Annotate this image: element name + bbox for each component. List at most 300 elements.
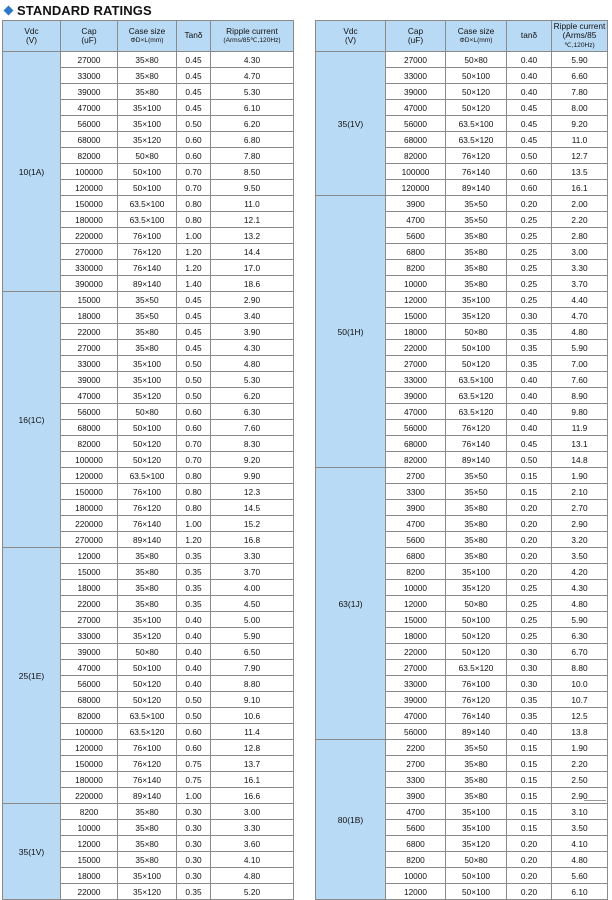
cap-cell: 56000 bbox=[61, 676, 118, 692]
tan-cell: 0.25 bbox=[507, 276, 552, 292]
case-size-cell: 63.5×100 bbox=[118, 708, 177, 724]
cap-cell: 15000 bbox=[61, 292, 118, 308]
cap-cell: 2700 bbox=[386, 468, 446, 484]
ripple-cell: 4.00 bbox=[211, 580, 294, 596]
voltage-group-cell: 35(1V) bbox=[316, 52, 386, 196]
cap-cell: 120000 bbox=[61, 740, 118, 756]
ripple-cell: 13.1 bbox=[552, 436, 608, 452]
case-size-cell: 50×120 bbox=[446, 628, 507, 644]
tan-cell: 0.50 bbox=[507, 148, 552, 164]
tan-cell: 1.20 bbox=[177, 260, 211, 276]
case-size-cell: 89×140 bbox=[118, 788, 177, 804]
ripple-cell: 8.90 bbox=[552, 388, 608, 404]
ripple-cell: 5.30 bbox=[211, 372, 294, 388]
cap-cell: 47000 bbox=[61, 388, 118, 404]
cap-cell: 3900 bbox=[386, 196, 446, 212]
cap-cell: 5600 bbox=[386, 532, 446, 548]
cap-cell: 18000 bbox=[386, 628, 446, 644]
ripple-cell: 4.70 bbox=[211, 68, 294, 84]
case-size-cell: 50×100 bbox=[446, 68, 507, 84]
cap-cell: 56000 bbox=[386, 420, 446, 436]
case-size-cell: 35×80 bbox=[118, 836, 177, 852]
cap-cell: 39000 bbox=[61, 372, 118, 388]
cap-cell: 22000 bbox=[386, 340, 446, 356]
case-size-cell: 50×100 bbox=[118, 164, 177, 180]
ripple-cell: 6.50 bbox=[211, 644, 294, 660]
ratings-table-right bbox=[315, 20, 608, 900]
header-case-size: Case size ΦD×L(mm) bbox=[118, 21, 177, 52]
ripple-cell: 2.90 bbox=[552, 788, 608, 804]
ripple-cell: 16.1 bbox=[211, 772, 294, 788]
ripple-cell: 12.8 bbox=[211, 740, 294, 756]
case-size-cell: 50×100 bbox=[446, 868, 507, 884]
ripple-cell: 18.6 bbox=[211, 276, 294, 292]
ripple-cell: 5.20 bbox=[211, 884, 294, 900]
tan-cell: 0.15 bbox=[507, 468, 552, 484]
case-size-cell: 76×120 bbox=[118, 500, 177, 516]
ripple-cell: 9.10 bbox=[211, 692, 294, 708]
tan-cell: 0.45 bbox=[507, 132, 552, 148]
case-size-cell: 35×120 bbox=[118, 388, 177, 404]
tan-cell: 0.35 bbox=[177, 596, 211, 612]
diamond-bullet-icon bbox=[4, 5, 14, 15]
cap-cell: 270000 bbox=[61, 532, 118, 548]
tan-cell: 0.40 bbox=[177, 628, 211, 644]
case-size-cell: 35×80 bbox=[446, 788, 507, 804]
cap-cell: 82000 bbox=[61, 436, 118, 452]
case-size-cell: 35×50 bbox=[118, 308, 177, 324]
case-size-cell: 35×80 bbox=[118, 52, 177, 68]
tan-cell: 0.20 bbox=[507, 564, 552, 580]
case-size-cell: 35×50 bbox=[446, 196, 507, 212]
cap-cell: 220000 bbox=[61, 228, 118, 244]
cap-cell: 100000 bbox=[386, 164, 446, 180]
case-size-cell: 35×120 bbox=[446, 580, 507, 596]
ripple-cell: 15.2 bbox=[211, 516, 294, 532]
cap-cell: 10000 bbox=[386, 868, 446, 884]
cap-cell: 39000 bbox=[386, 692, 446, 708]
case-size-cell: 35×80 bbox=[118, 564, 177, 580]
cap-cell: 15000 bbox=[61, 564, 118, 580]
tan-cell: 0.40 bbox=[177, 660, 211, 676]
ripple-cell: 13.2 bbox=[211, 228, 294, 244]
tan-cell: 0.45 bbox=[177, 100, 211, 116]
tan-cell: 1.00 bbox=[177, 516, 211, 532]
case-size-cell: 35×120 bbox=[446, 308, 507, 324]
tan-cell: 0.35 bbox=[507, 692, 552, 708]
case-size-cell: 35×100 bbox=[446, 564, 507, 580]
case-size-cell: 35×80 bbox=[118, 340, 177, 356]
cap-cell: 47000 bbox=[386, 708, 446, 724]
ripple-cell: 9.50 bbox=[211, 180, 294, 196]
case-size-cell: 50×100 bbox=[118, 180, 177, 196]
case-size-cell: 35×80 bbox=[118, 84, 177, 100]
tan-cell: 0.35 bbox=[507, 708, 552, 724]
case-size-cell: 50×120 bbox=[446, 100, 507, 116]
table-row bbox=[316, 740, 608, 756]
tan-cell: 0.40 bbox=[177, 644, 211, 660]
tan-cell: 0.70 bbox=[177, 452, 211, 468]
ripple-cell: 7.60 bbox=[552, 372, 608, 388]
tan-cell: 0.15 bbox=[507, 484, 552, 500]
tan-cell: 0.80 bbox=[177, 196, 211, 212]
ripple-cell: 17.0 bbox=[211, 260, 294, 276]
ripple-cell: 13.5 bbox=[552, 164, 608, 180]
header-tan: Tanδ bbox=[177, 21, 211, 52]
cap-cell: 2200 bbox=[386, 740, 446, 756]
case-size-cell: 35×120 bbox=[446, 836, 507, 852]
cap-cell: 39000 bbox=[61, 644, 118, 660]
ripple-cell: 8.80 bbox=[552, 660, 608, 676]
cap-cell: 3300 bbox=[386, 772, 446, 788]
tan-cell: 0.45 bbox=[177, 340, 211, 356]
cap-cell: 56000 bbox=[61, 116, 118, 132]
ripple-cell: 6.80 bbox=[211, 132, 294, 148]
cap-cell: 5600 bbox=[386, 228, 446, 244]
case-size-cell: 35×80 bbox=[118, 324, 177, 340]
case-size-cell: 63.5×100 bbox=[118, 212, 177, 228]
tan-cell: 0.60 bbox=[177, 404, 211, 420]
tan-cell: 0.40 bbox=[507, 372, 552, 388]
cap-cell: 56000 bbox=[61, 404, 118, 420]
ripple-cell: 10.0 bbox=[552, 676, 608, 692]
ripple-cell: 1.90 bbox=[552, 468, 608, 484]
section-heading bbox=[2, 1, 152, 19]
cap-cell: 120000 bbox=[61, 180, 118, 196]
cap-cell: 100000 bbox=[61, 164, 118, 180]
tan-cell: 0.20 bbox=[507, 196, 552, 212]
ripple-cell: 13.7 bbox=[211, 756, 294, 772]
case-size-cell: 35×80 bbox=[118, 820, 177, 836]
case-size-cell: 50×100 bbox=[118, 660, 177, 676]
tan-cell: 0.20 bbox=[507, 868, 552, 884]
cap-cell: 150000 bbox=[61, 756, 118, 772]
cap-cell: 47000 bbox=[61, 100, 118, 116]
case-size-cell: 50×100 bbox=[446, 612, 507, 628]
cap-cell: 180000 bbox=[61, 772, 118, 788]
table-body bbox=[3, 52, 294, 900]
case-size-cell: 50×100 bbox=[446, 340, 507, 356]
ripple-cell: 6.10 bbox=[211, 100, 294, 116]
table-row bbox=[3, 804, 294, 820]
case-size-cell: 50×100 bbox=[446, 884, 507, 900]
tan-cell: 0.50 bbox=[177, 388, 211, 404]
header-vdc: Vdc (V) bbox=[316, 21, 386, 52]
cap-cell: 15000 bbox=[386, 612, 446, 628]
tan-cell: 1.20 bbox=[177, 244, 211, 260]
case-size-cell: 63.5×100 bbox=[118, 196, 177, 212]
cap-cell: 18000 bbox=[61, 868, 118, 884]
case-size-cell: 76×140 bbox=[118, 516, 177, 532]
case-size-cell: 35×100 bbox=[118, 356, 177, 372]
ripple-cell: 3.50 bbox=[552, 548, 608, 564]
ripple-cell: 5.90 bbox=[552, 340, 608, 356]
voltage-group-cell: 63(1J) bbox=[316, 468, 386, 740]
ripple-cell: 3.30 bbox=[211, 820, 294, 836]
cap-cell: 82000 bbox=[61, 148, 118, 164]
cap-cell: 4700 bbox=[386, 212, 446, 228]
case-size-cell: 35×100 bbox=[118, 612, 177, 628]
ripple-cell: 4.30 bbox=[211, 52, 294, 68]
tan-cell: 0.15 bbox=[507, 772, 552, 788]
ripple-cell: 7.00 bbox=[552, 356, 608, 372]
tan-cell: 0.30 bbox=[177, 820, 211, 836]
ripple-cell: 12.1 bbox=[211, 212, 294, 228]
tan-cell: 0.30 bbox=[507, 660, 552, 676]
ripple-cell: 4.80 bbox=[211, 868, 294, 884]
ripple-cell: 16.6 bbox=[211, 788, 294, 804]
tan-cell: 0.60 bbox=[507, 180, 552, 196]
case-size-cell: 35×80 bbox=[446, 548, 507, 564]
ripple-cell: 6.30 bbox=[552, 628, 608, 644]
header-ripple: Ripple current (Arms/85℃,120Hz) bbox=[211, 21, 294, 52]
voltage-group-cell: 80(1B) bbox=[316, 740, 386, 900]
case-size-cell: 35×80 bbox=[118, 596, 177, 612]
cap-cell: 82000 bbox=[61, 708, 118, 724]
cap-cell: 15000 bbox=[386, 308, 446, 324]
tan-cell: 0.25 bbox=[507, 580, 552, 596]
cap-cell: 33000 bbox=[386, 372, 446, 388]
ripple-cell: 6.10 bbox=[552, 884, 608, 900]
ripple-cell: 3.70 bbox=[211, 564, 294, 580]
tan-cell: 0.40 bbox=[507, 388, 552, 404]
case-size-cell: 50×120 bbox=[446, 356, 507, 372]
tan-cell: 0.20 bbox=[507, 516, 552, 532]
cap-cell: 33000 bbox=[61, 628, 118, 644]
case-size-cell: 76×140 bbox=[118, 260, 177, 276]
ripple-cell: 16.1 bbox=[552, 180, 608, 196]
cap-cell: 3900 bbox=[386, 500, 446, 516]
case-size-cell: 63.5×120 bbox=[446, 660, 507, 676]
ripple-cell: 3.20 bbox=[552, 532, 608, 548]
tan-cell: 0.75 bbox=[177, 772, 211, 788]
tan-cell: 0.60 bbox=[177, 740, 211, 756]
case-size-cell: 76×120 bbox=[446, 420, 507, 436]
case-size-cell: 89×140 bbox=[446, 452, 507, 468]
case-size-cell: 35×80 bbox=[446, 516, 507, 532]
header-vdc: Vdc (V) bbox=[3, 21, 61, 52]
ripple-cell: 4.50 bbox=[211, 596, 294, 612]
cap-cell: 330000 bbox=[61, 260, 118, 276]
ripple-cell: 4.20 bbox=[552, 564, 608, 580]
cap-cell: 22000 bbox=[61, 324, 118, 340]
cap-cell: 100000 bbox=[61, 452, 118, 468]
tan-cell: 0.50 bbox=[177, 356, 211, 372]
case-size-cell: 76×140 bbox=[446, 436, 507, 452]
cap-cell: 10000 bbox=[386, 580, 446, 596]
tan-cell: 0.40 bbox=[507, 52, 552, 68]
tan-cell: 0.25 bbox=[507, 628, 552, 644]
case-size-cell: 35×80 bbox=[446, 772, 507, 788]
ripple-cell: 5.90 bbox=[552, 612, 608, 628]
case-size-cell: 50×80 bbox=[118, 148, 177, 164]
header-tan: tanδ bbox=[507, 21, 552, 52]
cap-cell: 8200 bbox=[386, 260, 446, 276]
tan-cell: 0.50 bbox=[177, 116, 211, 132]
ripple-cell: 11.0 bbox=[552, 132, 608, 148]
tan-cell: 0.80 bbox=[177, 212, 211, 228]
cap-cell: 27000 bbox=[61, 52, 118, 68]
ripple-cell: 9.90 bbox=[211, 468, 294, 484]
ripple-cell: 9.20 bbox=[211, 452, 294, 468]
tan-cell: 1.20 bbox=[177, 532, 211, 548]
table-row bbox=[316, 196, 608, 212]
tan-cell: 0.30 bbox=[177, 804, 211, 820]
ripple-cell: 8.00 bbox=[552, 100, 608, 116]
case-size-cell: 35×80 bbox=[118, 852, 177, 868]
case-size-cell: 50×80 bbox=[118, 404, 177, 420]
case-size-cell: 50×80 bbox=[446, 52, 507, 68]
tan-cell: 0.35 bbox=[507, 324, 552, 340]
cap-cell: 22000 bbox=[61, 884, 118, 900]
cap-cell: 68000 bbox=[386, 436, 446, 452]
case-size-cell: 76×120 bbox=[118, 756, 177, 772]
case-size-cell: 76×140 bbox=[446, 164, 507, 180]
ripple-cell: 6.30 bbox=[211, 404, 294, 420]
tan-cell: 0.45 bbox=[177, 84, 211, 100]
ripple-cell: 3.10 bbox=[552, 804, 608, 820]
ripple-cell: 11.4 bbox=[211, 724, 294, 740]
case-size-cell: 63.5×120 bbox=[118, 724, 177, 740]
voltage-group-cell: 10(1A) bbox=[3, 52, 61, 292]
case-size-cell: 76×100 bbox=[118, 484, 177, 500]
tan-cell: 0.45 bbox=[177, 308, 211, 324]
tan-cell: 0.45 bbox=[177, 52, 211, 68]
case-size-cell: 35×100 bbox=[118, 372, 177, 388]
tan-cell: 0.70 bbox=[177, 164, 211, 180]
tan-cell: 0.15 bbox=[507, 804, 552, 820]
ripple-cell: 4.10 bbox=[552, 836, 608, 852]
tan-cell: 0.80 bbox=[177, 500, 211, 516]
ripple-cell: 2.90 bbox=[552, 516, 608, 532]
table-header-row bbox=[3, 21, 294, 52]
tan-cell: 0.25 bbox=[507, 244, 552, 260]
table-row bbox=[316, 52, 608, 68]
case-size-cell: 35×80 bbox=[118, 548, 177, 564]
case-size-cell: 76×120 bbox=[446, 692, 507, 708]
case-size-cell: 35×120 bbox=[118, 132, 177, 148]
cap-cell: 27000 bbox=[386, 52, 446, 68]
ripple-cell: 4.80 bbox=[552, 596, 608, 612]
cap-cell: 56000 bbox=[386, 116, 446, 132]
tan-cell: 0.40 bbox=[177, 676, 211, 692]
cap-cell: 47000 bbox=[386, 404, 446, 420]
table-header-row bbox=[316, 21, 608, 52]
cap-cell: 10000 bbox=[61, 820, 118, 836]
tan-cell: 0.50 bbox=[507, 452, 552, 468]
case-size-cell: 35×80 bbox=[446, 244, 507, 260]
case-size-cell: 63.5×100 bbox=[118, 468, 177, 484]
cap-cell: 33000 bbox=[386, 676, 446, 692]
cap-cell: 39000 bbox=[386, 388, 446, 404]
tan-cell: 0.60 bbox=[177, 148, 211, 164]
case-size-cell: 76×100 bbox=[446, 676, 507, 692]
ripple-cell: 11.0 bbox=[211, 196, 294, 212]
case-size-cell: 89×140 bbox=[118, 276, 177, 292]
ripple-cell: 3.50 bbox=[552, 820, 608, 836]
cap-cell: 8200 bbox=[386, 564, 446, 580]
case-size-cell: 50×120 bbox=[118, 452, 177, 468]
ripple-cell: 1.90 bbox=[552, 740, 608, 756]
tan-cell: 0.20 bbox=[507, 852, 552, 868]
case-size-cell: 50×100 bbox=[118, 420, 177, 436]
case-size-cell: 89×140 bbox=[118, 532, 177, 548]
table-row bbox=[3, 548, 294, 564]
tan-cell: 0.30 bbox=[177, 852, 211, 868]
tan-cell: 0.45 bbox=[507, 436, 552, 452]
cap-cell: 27000 bbox=[61, 612, 118, 628]
ripple-cell: 7.80 bbox=[552, 84, 608, 100]
case-size-cell: 63.5×120 bbox=[446, 404, 507, 420]
cap-cell: 18000 bbox=[61, 308, 118, 324]
ripple-cell: 2.70 bbox=[552, 500, 608, 516]
ripple-cell: 2.20 bbox=[552, 212, 608, 228]
cap-cell: 39000 bbox=[386, 84, 446, 100]
tan-cell: 0.80 bbox=[177, 484, 211, 500]
cap-cell: 47000 bbox=[61, 660, 118, 676]
case-size-cell: 35×80 bbox=[118, 580, 177, 596]
tan-cell: 0.30 bbox=[507, 676, 552, 692]
tan-cell: 0.50 bbox=[177, 708, 211, 724]
ripple-cell: 4.30 bbox=[211, 340, 294, 356]
ripple-cell: 2.80 bbox=[552, 228, 608, 244]
tan-cell: 0.35 bbox=[177, 884, 211, 900]
cap-cell: 15000 bbox=[61, 852, 118, 868]
tan-cell: 0.25 bbox=[507, 228, 552, 244]
cap-cell: 180000 bbox=[61, 500, 118, 516]
case-size-cell: 35×80 bbox=[446, 500, 507, 516]
case-size-cell: 63.5×100 bbox=[446, 116, 507, 132]
cap-cell: 82000 bbox=[386, 148, 446, 164]
tan-cell: 0.50 bbox=[177, 692, 211, 708]
cap-cell: 33000 bbox=[386, 68, 446, 84]
ripple-cell: 4.10 bbox=[211, 852, 294, 868]
case-size-cell: 76×100 bbox=[118, 740, 177, 756]
ripple-cell: 3.00 bbox=[552, 244, 608, 260]
case-size-cell: 35×80 bbox=[446, 228, 507, 244]
tan-cell: 0.15 bbox=[507, 820, 552, 836]
tan-cell: 0.60 bbox=[177, 724, 211, 740]
ripple-cell: 14.4 bbox=[211, 244, 294, 260]
ripple-cell: 4.70 bbox=[552, 308, 608, 324]
tan-cell: 0.20 bbox=[507, 884, 552, 900]
ripple-cell: 5.90 bbox=[552, 52, 608, 68]
cap-cell: 27000 bbox=[386, 660, 446, 676]
case-size-cell: 35×80 bbox=[446, 756, 507, 772]
tan-cell: 0.70 bbox=[177, 436, 211, 452]
cap-cell: 56000 bbox=[386, 724, 446, 740]
ripple-cell: 6.70 bbox=[552, 644, 608, 660]
tan-cell: 0.50 bbox=[177, 372, 211, 388]
case-size-cell: 35×100 bbox=[446, 804, 507, 820]
ripple-cell: 6.60 bbox=[552, 68, 608, 84]
case-size-cell: 63.5×120 bbox=[446, 388, 507, 404]
case-size-cell: 35×100 bbox=[118, 116, 177, 132]
cap-cell: 27000 bbox=[386, 356, 446, 372]
cap-cell: 33000 bbox=[61, 68, 118, 84]
ripple-cell: 3.90 bbox=[211, 324, 294, 340]
case-size-cell: 89×140 bbox=[446, 180, 507, 196]
table-row bbox=[3, 292, 294, 308]
cap-cell: 3900 bbox=[386, 788, 446, 804]
ripple-cell: 4.30 bbox=[552, 580, 608, 596]
ripple-cell: 9.20 bbox=[552, 116, 608, 132]
cap-cell: 4700 bbox=[386, 516, 446, 532]
cap-cell: 47000 bbox=[386, 100, 446, 116]
tan-cell: 0.60 bbox=[177, 420, 211, 436]
tan-cell: 0.35 bbox=[177, 564, 211, 580]
tan-cell: 0.35 bbox=[177, 580, 211, 596]
